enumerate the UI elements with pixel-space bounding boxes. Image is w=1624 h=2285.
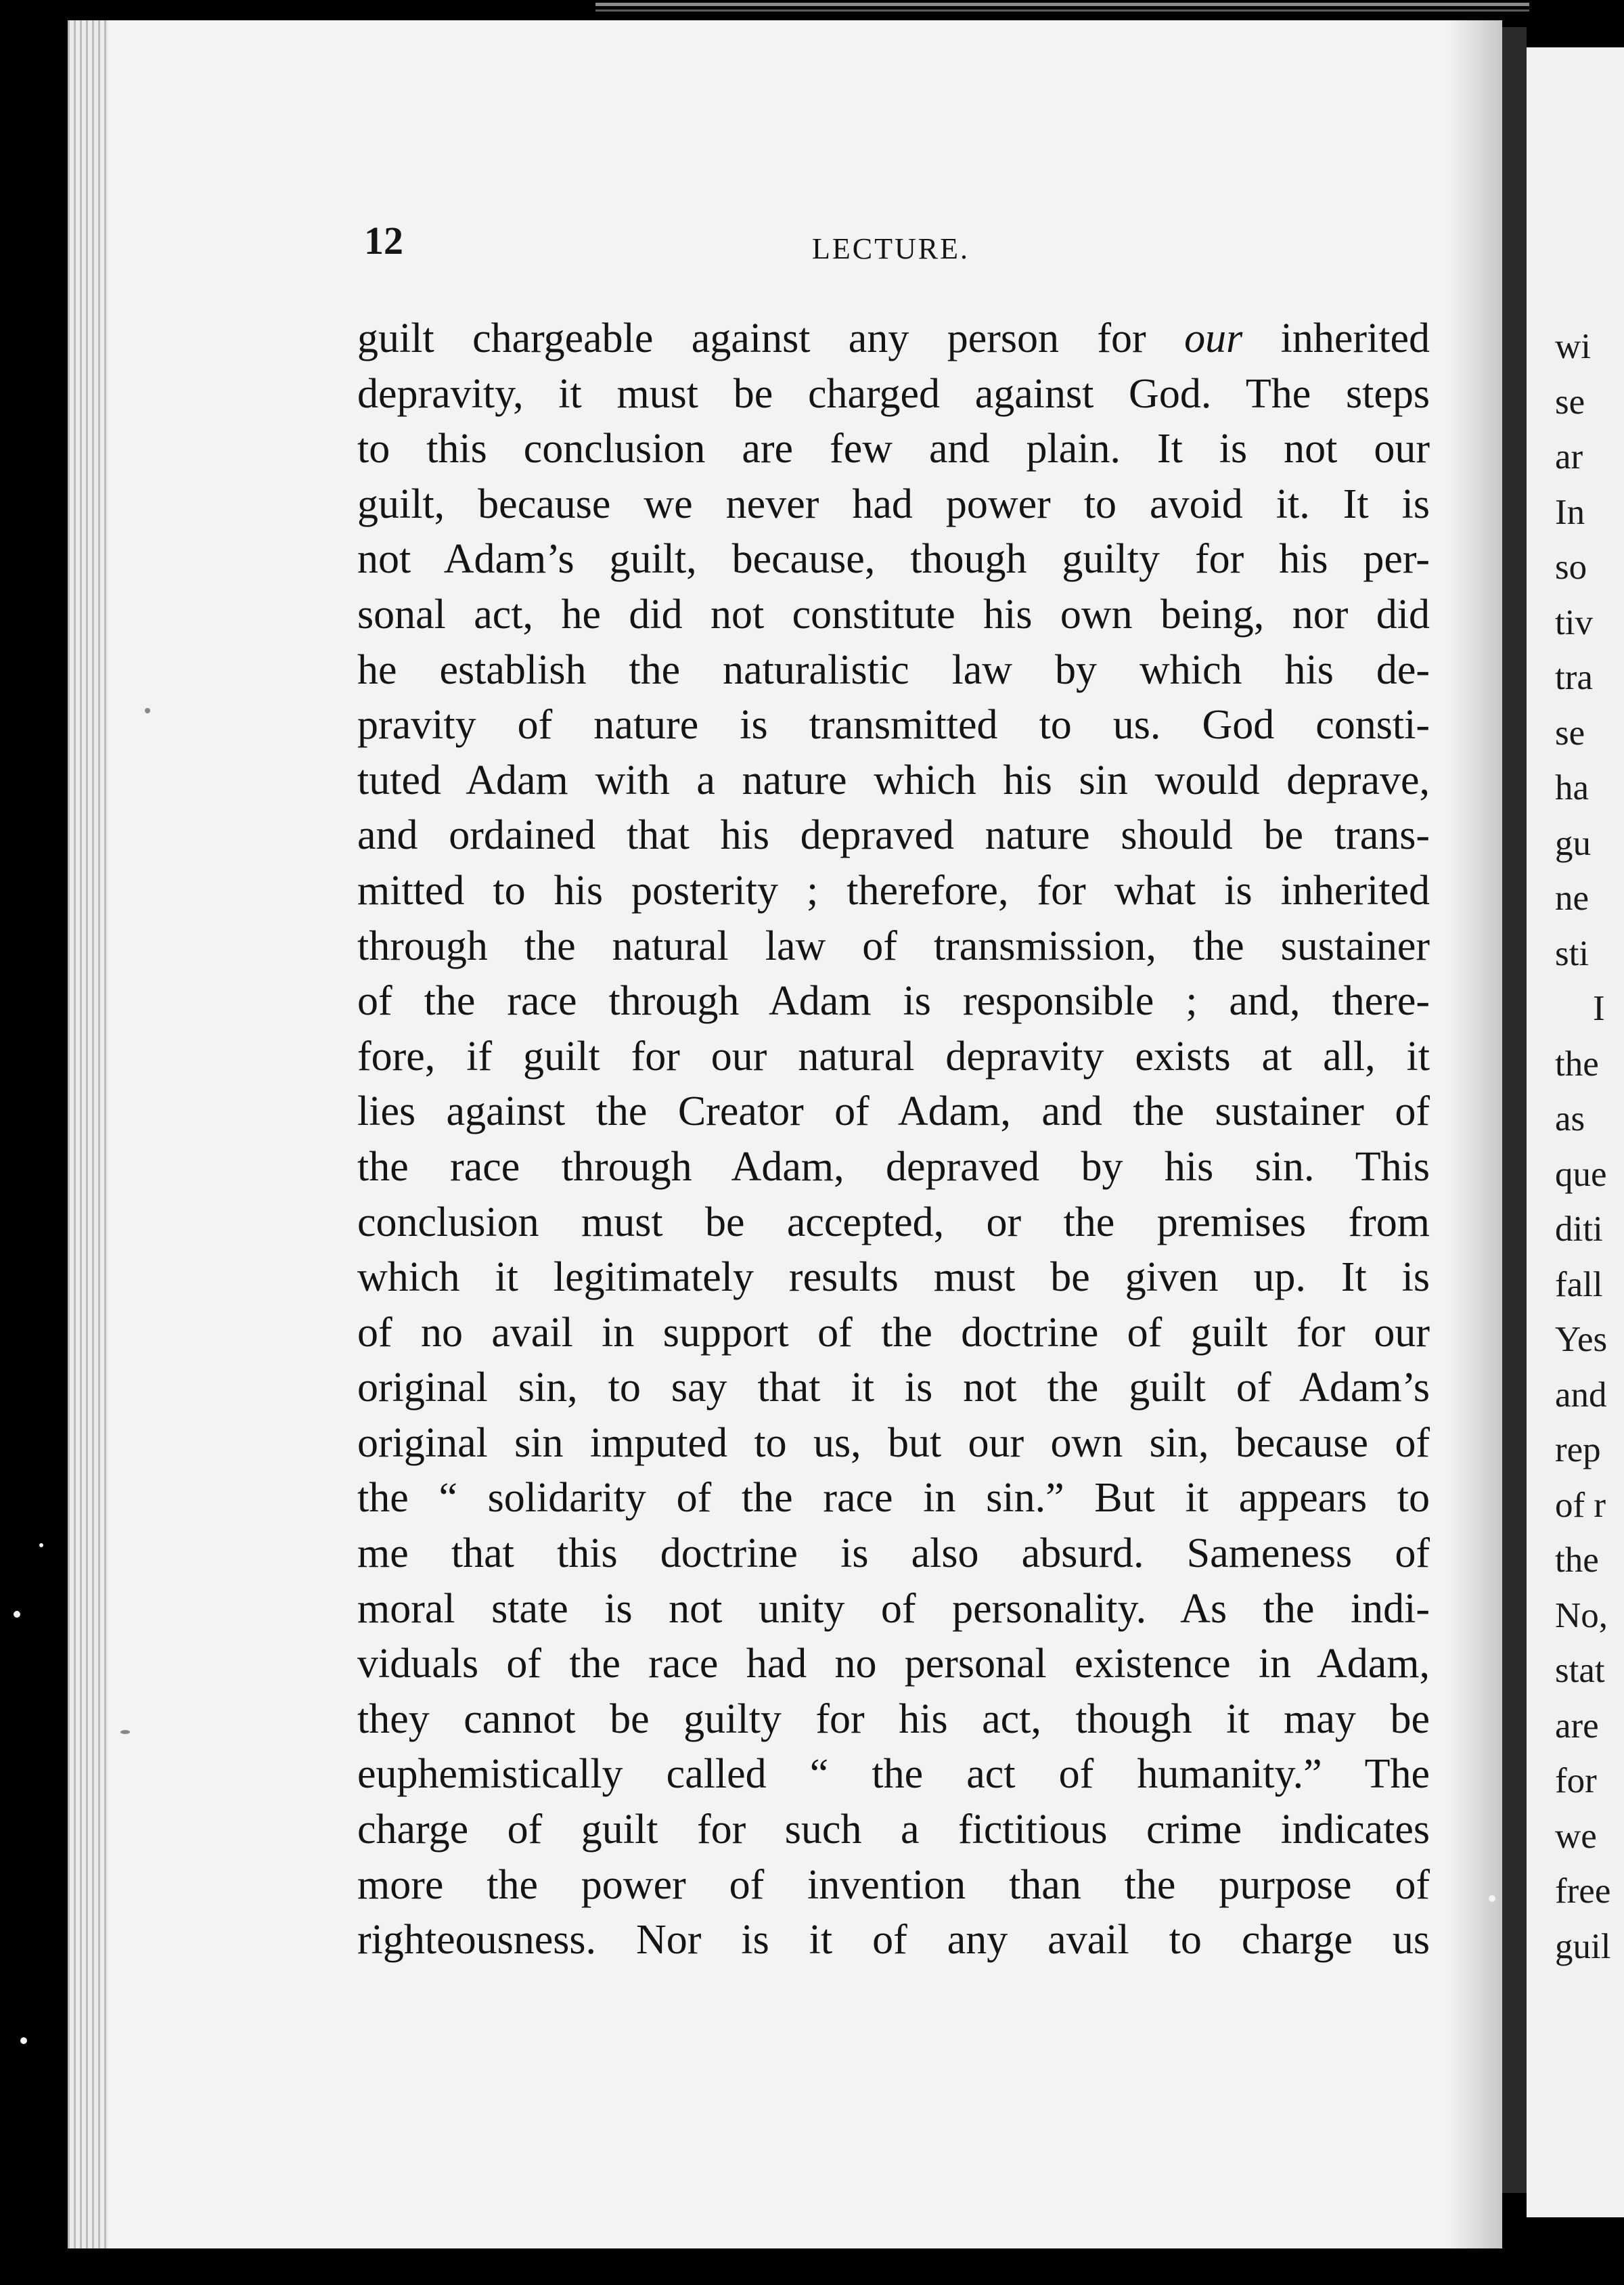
text-segment: inherited: [1242, 315, 1430, 361]
text-segment: the race through Adam, depraved by his sin. This: [357, 1143, 1430, 1190]
scan-speck: [14, 1611, 20, 1618]
text-line: [357, 698, 1430, 753]
opposite-page-fragment: diti: [1555, 1210, 1603, 1249]
text-line: [357, 1747, 1430, 1802]
text-line: [357, 477, 1430, 533]
text-line: [357, 1526, 1430, 1582]
text-segment: to this conclusion are few and plain. It is not our: [357, 426, 1430, 472]
text-line: [357, 753, 1430, 809]
opposite-page-fragment: are: [1555, 1706, 1599, 1746]
scan-top-rule-lower: [595, 9, 1529, 12]
opposite-page-fragment: ha: [1555, 768, 1589, 807]
text-line: [357, 1195, 1430, 1251]
opposite-page-fragment: stat: [1555, 1651, 1605, 1690]
text-segment: which it legitimately results must be given up. It is: [357, 1254, 1430, 1301]
opposite-page-fragment: rep: [1555, 1430, 1601, 1469]
text-segment: guilt, because we never had power to avoid it. It is: [357, 481, 1430, 527]
scan-speck: [39, 1543, 43, 1547]
opposite-page-fragment: ne: [1555, 879, 1589, 918]
text-segment: viduals of the race had no personal existence in Adam,: [357, 1641, 1430, 1687]
text-segment: of no avail in support of the doctrine of guilt for our: [357, 1309, 1430, 1356]
scan-speck: [20, 2037, 27, 2044]
scan-speck: [238, 2132, 242, 2136]
text-segment: not Adam’s guilt, because, though guilty for his per-: [357, 536, 1430, 583]
text-line: [357, 1084, 1430, 1140]
text-segment: the “ solidarity of the race in sin.” But it appears to: [357, 1475, 1430, 1522]
text-line: [357, 864, 1430, 919]
text-segment: lies against the Creator of Adam, and the sustainer of: [357, 1088, 1430, 1135]
text-segment: conclusion must be accepted, or the premises from: [357, 1199, 1430, 1245]
text-segment: of the race through Adam is responsible ; and, there-: [357, 978, 1430, 1025]
text-segment: original sin, to say that it is not the guilt of Adam’s: [357, 1365, 1430, 1411]
opposite-page-fragment: as: [1555, 1099, 1585, 1138]
body-text: [357, 311, 1430, 1968]
text-segment: pravity of nature is transmitted to us. God consti-: [357, 702, 1430, 749]
text-segment: depravity, it must be charged against God. The steps: [357, 370, 1430, 417]
text-segment: through the natural law of transmission, the sustainer: [357, 923, 1430, 969]
opposite-page-fragments: [1555, 319, 1610, 1974]
text-line: [357, 1360, 1430, 1416]
italic-word: our: [1184, 315, 1243, 361]
text-segment: fore, if guilt for our natural depravity exists at all, it: [357, 1033, 1430, 1080]
text-segment: righteousness. Nor is it of any avail to charge us: [357, 1917, 1430, 1964]
text-segment: me that this doctrine is also absurd. Sameness of: [357, 1530, 1430, 1577]
text-segment: moral state is not unity of personality. As the indi-: [357, 1585, 1430, 1632]
scan-speck: [145, 708, 150, 713]
opposite-page-fragment: gu: [1555, 823, 1591, 863]
text-segment: sonal act, he did not constitute his own being, nor did: [357, 591, 1430, 638]
opposite-page-fragment: In: [1555, 492, 1585, 532]
text-line: [357, 367, 1430, 422]
opposite-page-fragment: wi: [1555, 327, 1591, 366]
text-line: [357, 919, 1430, 975]
opposite-page-fragment: No,: [1555, 1595, 1608, 1635]
opposite-page: [1527, 47, 1624, 2217]
opposite-page-fragment: ar: [1555, 437, 1583, 476]
text-line: [357, 311, 1430, 367]
text-line: [357, 1029, 1430, 1085]
text-segment: they cannot be guilty for his act, though it may be: [357, 1695, 1430, 1742]
scan-speck: [120, 1730, 130, 1734]
text-segment: he establish the naturalistic law by which his de-: [357, 646, 1430, 693]
text-segment: euphemistically called “ the act of humanity.” The: [357, 1751, 1430, 1798]
running-head: LECTURE.: [812, 232, 970, 265]
opposite-page-fragment: the: [1555, 1540, 1599, 1580]
text-line: [357, 1306, 1430, 1361]
page-number: 12: [364, 219, 403, 263]
text-segment: more the power of invention than the purpose of: [357, 1861, 1430, 1908]
opposite-page-fragment: Yes: [1555, 1320, 1608, 1359]
opposite-page-fragment: guil: [1555, 1926, 1611, 1966]
text-line: [357, 1913, 1430, 1968]
opposite-page-fragment: tiv: [1555, 602, 1593, 642]
opposite-page-fragment: sti: [1555, 933, 1589, 973]
text-line: [357, 532, 1430, 587]
opposite-page-fragment: fall: [1555, 1264, 1603, 1304]
scan-speck: [1489, 1895, 1495, 1902]
opposite-page-fragment: free: [1555, 1871, 1611, 1911]
text-line: [357, 1692, 1430, 1748]
text-line: [357, 587, 1430, 643]
opposite-page-fragment: for: [1555, 1761, 1597, 1800]
text-segment: guilt chargeable against any person for: [357, 315, 1185, 361]
text-line: [357, 1471, 1430, 1526]
opposite-page-fragment: que: [1555, 1154, 1607, 1194]
opposite-page-fragment: so: [1555, 548, 1587, 587]
page-edge-stack: [68, 20, 108, 2248]
text-line: [357, 1416, 1430, 1471]
opposite-page-fragment: the: [1555, 1044, 1599, 1084]
opposite-page-fragment: se: [1555, 382, 1585, 422]
text-segment: and ordained that his depraved nature should be trans-: [357, 812, 1430, 859]
text-line: [357, 1637, 1430, 1692]
scan-top-rule: [595, 3, 1529, 6]
book-spine: [1502, 27, 1527, 2193]
text-line: [357, 422, 1430, 477]
text-line: [357, 1140, 1430, 1195]
text-line: [357, 1802, 1430, 1858]
text-line: [357, 1858, 1430, 1913]
text-segment: original sin imputed to us, but our own sin, because of: [357, 1419, 1430, 1466]
text-line: [357, 808, 1430, 864]
opposite-page-fragment: of r: [1555, 1485, 1606, 1525]
opposite-page-fragment: and: [1555, 1375, 1607, 1415]
gutter-shadow: [1448, 20, 1502, 2248]
text-segment: tuted Adam with a nature which his sin would deprave,: [357, 757, 1430, 803]
opposite-page-fragment: se: [1555, 713, 1585, 753]
text-segment: mitted to his posterity ; therefore, for what is inherited: [357, 867, 1430, 914]
opposite-page-fragment: tra: [1555, 658, 1593, 697]
text-line: [357, 1582, 1430, 1637]
text-line: [357, 643, 1430, 698]
opposite-page-fragment: I: [1593, 989, 1605, 1028]
text-segment: charge of guilt for such a fictitious crime indicates: [357, 1806, 1430, 1853]
text-line: [357, 1250, 1430, 1306]
text-line: [357, 974, 1430, 1029]
opposite-page-fragment: we: [1555, 1816, 1597, 1856]
